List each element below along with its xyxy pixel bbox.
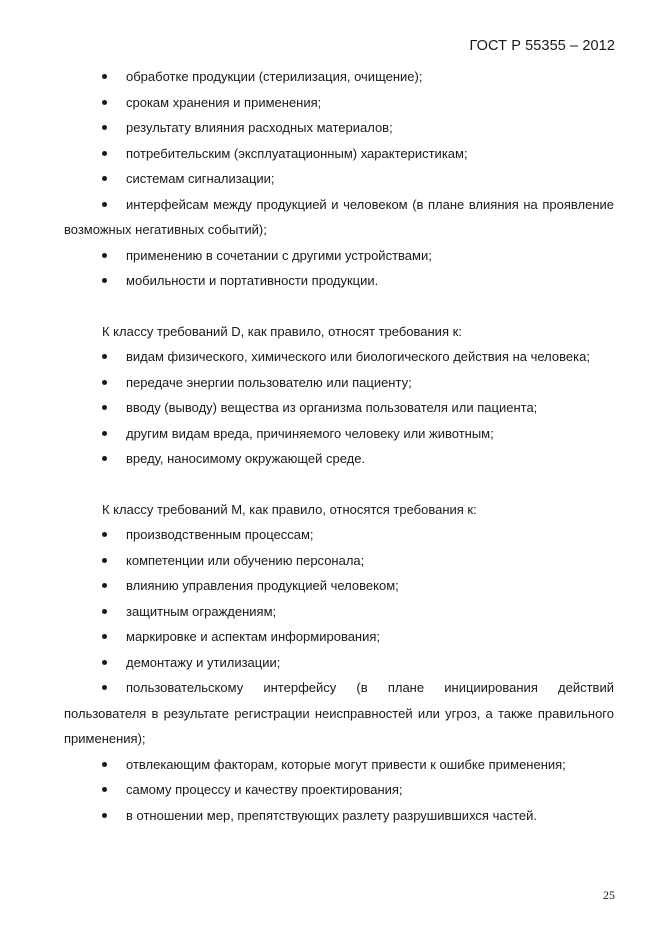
section-3-list (64, 522, 614, 828)
list-item: обработке продукции (стерилизация, очищение); (64, 64, 614, 90)
list-item: вводу (выводу) вещества из организма пользователя или пациента; (64, 395, 614, 421)
list-item: пользовательскому интерфейсу (в плане инициирования действий пользователя в результате регистрации неисправностей или угроз, а также правильного применения); (64, 675, 614, 752)
list-item: результату влияния расходных материалов; (64, 115, 614, 141)
list-item: защитным ограждениям; (64, 599, 614, 625)
list-item: срокам хранения и применения; (64, 90, 614, 116)
list-item: демонтажу и утилизации; (64, 650, 614, 676)
list-item: интерфейсам между продукцией и человеком (в плане влияния на проявление возможных негативных событий); (64, 192, 614, 243)
list-item: видам физического, химического или биологического действия на человека; (64, 344, 614, 370)
list-item: маркировке и аспектам информирования; (64, 624, 614, 650)
list-item: отвлекающим факторам, которые могут привести к ошибке применения; (64, 752, 614, 778)
section-2-intro: К классу требований D, как правило, относят требования к: (102, 323, 462, 339)
section-1-list (64, 64, 614, 294)
list-item: компетенции или обучению персонала; (64, 548, 614, 574)
list-item: применению в сочетании с другими устройствами; (64, 243, 614, 269)
section-3-intro: К классу требований М, как правило, относятся требования к: (102, 501, 477, 517)
list-item: в отношении мер, препятствующих разлету разрушившихся частей. (64, 803, 614, 829)
document-header: ГОСТ Р 55355 – 2012 (469, 38, 615, 54)
list-item: системам сигнализации; (64, 166, 614, 192)
paragraph-gap (64, 294, 614, 319)
document-body (64, 64, 614, 828)
list-item: потребительским (эксплуатационным) характеристикам; (64, 141, 614, 167)
list-item: другим видам вреда, причиняемого человеку или животным; (64, 421, 614, 447)
list-item: производственным процессам; (64, 522, 614, 548)
list-item: передаче энергии пользователю или пациенту; (64, 370, 614, 396)
list-item: влиянию управления продукцией человеком; (64, 573, 614, 599)
paragraph-gap (64, 472, 614, 497)
list-item: мобильности и портативности продукции. (64, 268, 614, 294)
page-number: 25 (603, 888, 615, 902)
list-item: самому процессу и качеству проектирования; (64, 777, 614, 803)
section-2-list (64, 344, 614, 472)
list-item: вреду, наносимому окружающей среде. (64, 446, 614, 472)
